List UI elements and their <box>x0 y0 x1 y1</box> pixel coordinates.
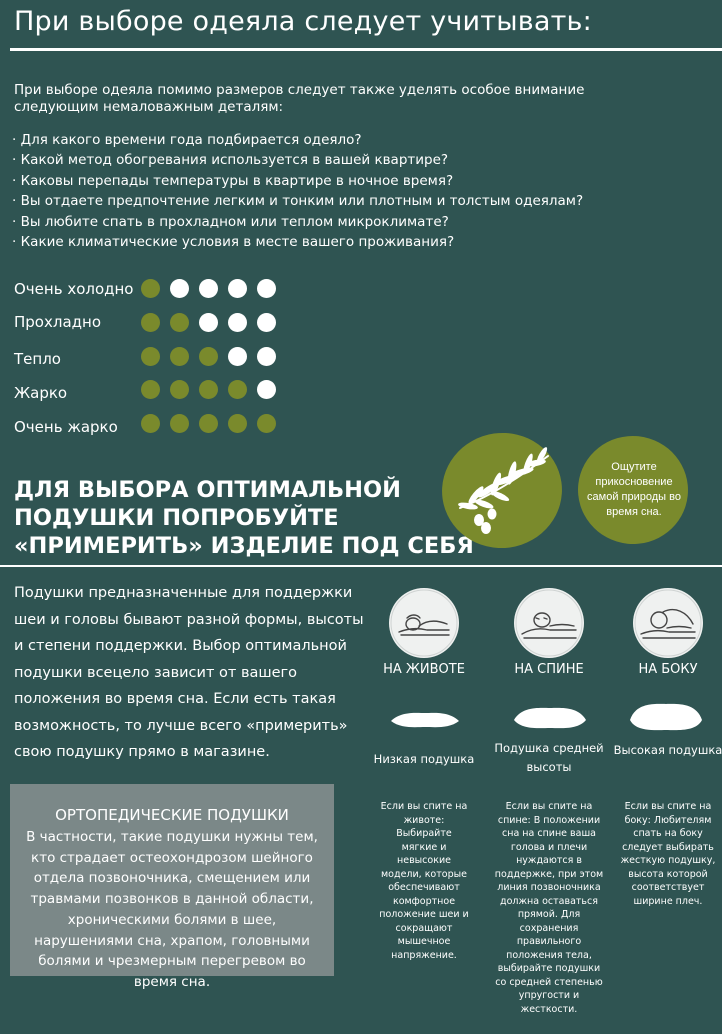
filled-dot <box>199 414 218 433</box>
filled-dot <box>170 414 189 433</box>
empty-dot <box>257 347 276 366</box>
section-divider <box>0 565 722 567</box>
pillow-heading-line: ДЛЯ ВЫБОРА ОПТИМАЛЬНОЙ <box>14 477 401 503</box>
filled-dot <box>141 380 160 399</box>
nature-badge-text: Ощутите прикосновение самой природы во время сна. <box>587 461 681 518</box>
high-pillow-icon <box>626 698 706 736</box>
sleeping-on-side-icon <box>633 588 703 658</box>
intro-text: При выборе одеяла помимо размеров следует также уделять особое внимание следующим немаловажным деталям: <box>14 82 585 115</box>
orthopedic-title: ОРТОПЕДИЧЕСКИЕ ПОДУШКИ <box>55 806 289 824</box>
list-item: · Какой метод обогревания используется в вашей квартире? <box>12 152 449 169</box>
pillow-heading <box>14 476 474 560</box>
temp-label-warm: Тепло <box>14 350 61 368</box>
medium-pillow-icon <box>510 700 590 734</box>
position-label-back: НА СПИНЕ <box>514 662 584 677</box>
temp-dots-cool <box>141 313 276 332</box>
temp-dots-hot <box>141 380 276 399</box>
position-label-side: НА БОКУ <box>638 662 698 677</box>
pillow-description: Подушки предназначенные для поддержки шеи и головы бывают разной формы, высоты и степени поддержки. Выбор оптимальной подушки всецело зависит от вашего положения во время сна. Если есть такая возможность, то лучше всего «примерить» свою подушку прямо в магазине. <box>14 585 364 760</box>
filled-dot <box>199 347 218 366</box>
filled-dot <box>170 380 189 399</box>
filled-dot <box>170 347 189 366</box>
pillow-name-high: Высокая подушка <box>613 743 722 757</box>
empty-dot <box>199 313 218 332</box>
filled-dot <box>141 414 160 433</box>
advice-side: Если вы спите на боку: Любителям спать на боку следует выбирать жесткую подушку, высота которой соответствует ширине плеч. <box>620 801 716 907</box>
filled-dot <box>141 347 160 366</box>
olive-branch-icon <box>446 440 558 540</box>
empty-dot <box>199 279 218 298</box>
empty-dot <box>228 313 247 332</box>
temp-dots-very-cold <box>141 279 276 298</box>
filled-dot <box>170 313 189 332</box>
temp-label-hot: Жарко <box>14 384 68 402</box>
orthopedic-text: В частности, такие подушки нужны тем, кто страдает остеохондрозом шейного отдела позвоночника, смещением или травмами позвонков в данной области, хроническими болями в шее, нарушениями сна, храпом, головными болями и чрезмерным перегревом во время сна. <box>26 829 318 990</box>
pillow-name-medium: Подушка средней высоты <box>494 741 604 774</box>
low-pillow-icon <box>387 703 463 733</box>
empty-dot <box>257 380 276 399</box>
title-divider <box>10 48 722 51</box>
sleeping-on-back-icon <box>514 588 584 658</box>
list-item: · Для какого времени года подбирается одеяло? <box>12 132 362 148</box>
list-item: · Вы любите спать в прохладном или теплом микроклимате? <box>12 213 449 230</box>
filled-dot <box>257 414 276 433</box>
temp-dots-warm <box>141 347 276 366</box>
filled-dot <box>141 313 160 332</box>
page-title: При выборе одеяла следует учитывать: <box>14 6 592 37</box>
pillow-heading-line: «ПРИМЕРИТЬ» ИЗДЕЛИЕ ПОД СЕБЯ <box>14 533 474 559</box>
temp-label-cool: Прохладно <box>14 313 101 331</box>
empty-dot <box>257 279 276 298</box>
advice-stomach: Если вы спите на животе: Выбирайте мягкие и невысокие модели, которые обеспечивают комфортное положение шеи и сокращают мышечное напряжение. <box>379 801 469 961</box>
position-label-stomach: НА ЖИВОТЕ <box>383 662 465 677</box>
pillow-name-low: Низкая подушка <box>373 752 475 766</box>
temp-label-very-hot: Очень жарко <box>14 418 118 436</box>
pillow-heading-line: ПОДУШКИ ПОПРОБУЙТЕ <box>14 505 339 531</box>
temp-dots-very-hot <box>141 414 276 433</box>
filled-dot <box>228 380 247 399</box>
sleeping-on-stomach-icon <box>389 588 459 658</box>
temp-label-very-cold: Очень холодно <box>14 280 134 298</box>
question-list <box>12 130 583 252</box>
empty-dot <box>228 279 247 298</box>
filled-dot <box>141 279 160 298</box>
list-item: · Какие климатические условия в месте вашего проживания? <box>12 234 455 251</box>
advice-back: Если вы спите на спине: В положении сна на спине ваша голова и плечи нуждаются в поддержке, при этом линия позвоночника должна оставаться прямой. Для сохранения правильного положения тела, выбирайте подушки со средней степенью упругости и жесткости. <box>494 801 604 1015</box>
list-item: · Каковы перепады температуры в квартире в ночное время? <box>12 172 454 189</box>
empty-dot <box>257 313 276 332</box>
filled-dot <box>228 414 247 433</box>
list-item: · Вы отдаете предпочтение легким и тонким или плотным и толстым одеялам? <box>12 193 584 210</box>
empty-dot <box>170 279 189 298</box>
empty-dot <box>228 347 247 366</box>
filled-dot <box>199 380 218 399</box>
